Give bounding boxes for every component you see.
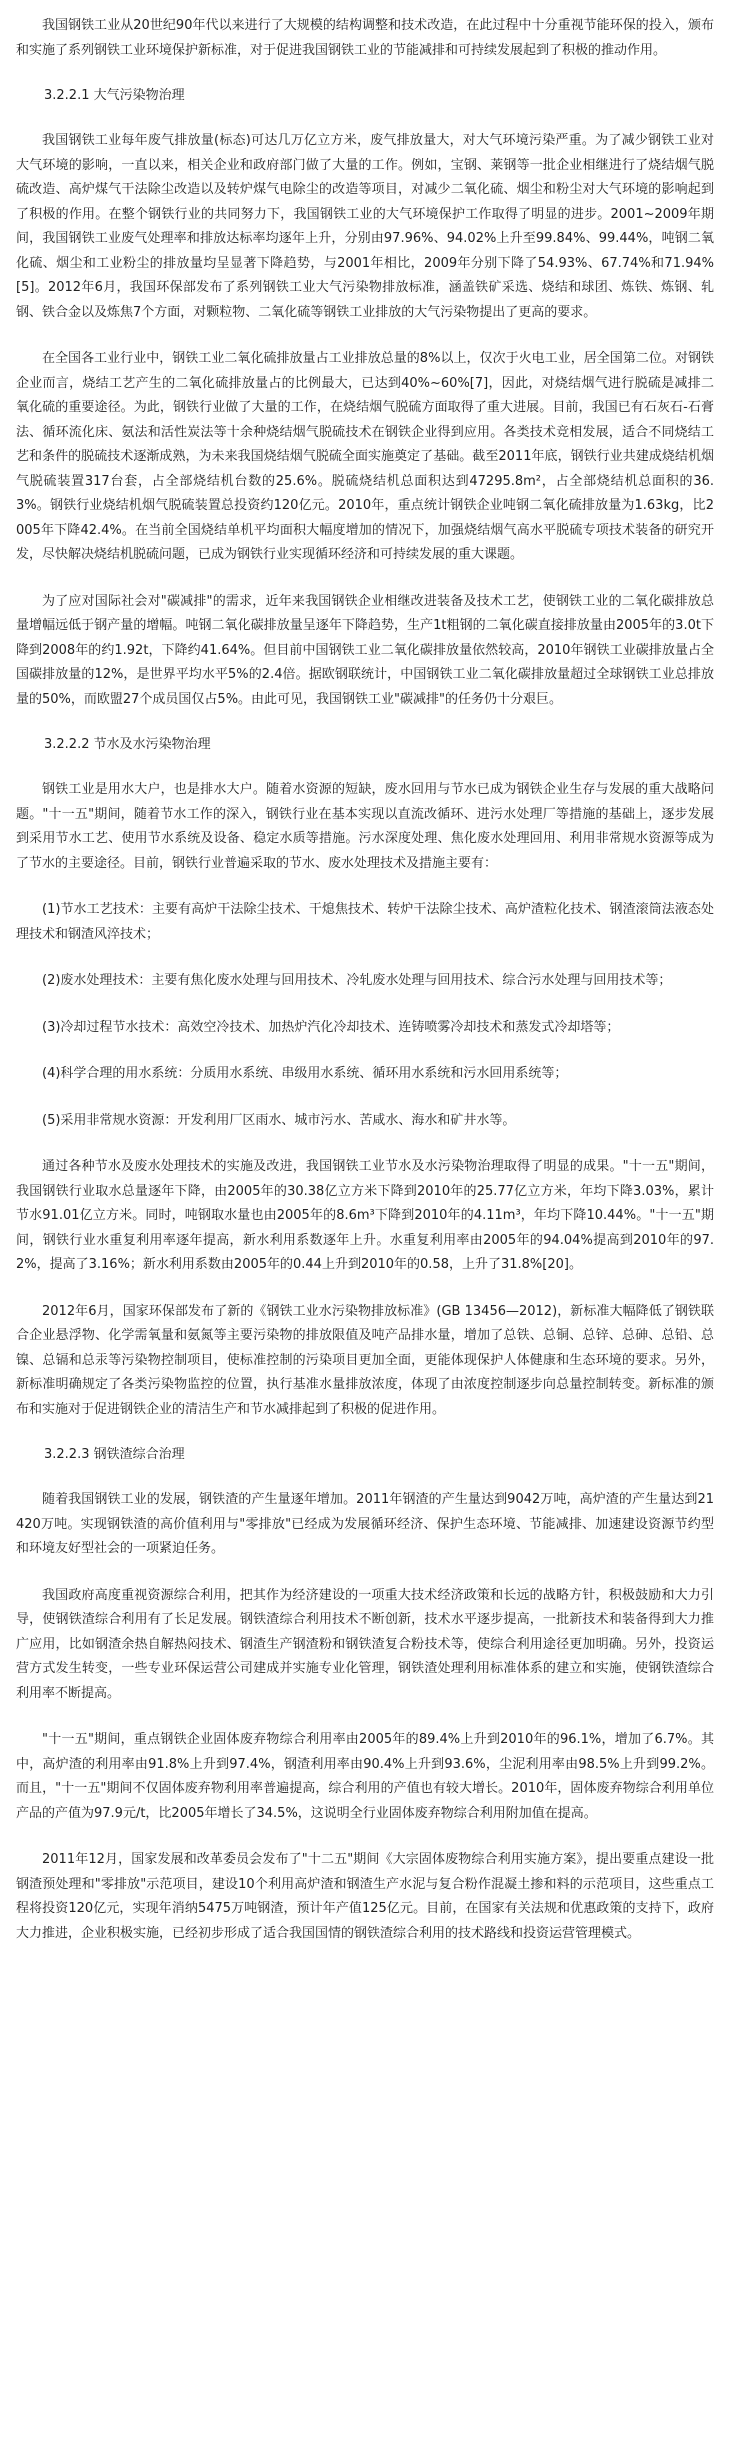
water-paragraph-2: 通过各种节水及废水处理技术的实施及改进，我国钢铁工业节水及水污染物治理取得了明显的成果。"十一五"期间，我国钢铁行业取水总量逐年下降，由2005年的30.38亿立方米下降到2010年的25.77亿立方米，年均下降3.03%，累计节水91.01亿立方米。同时，吨钢取水量也由2005年的8.6m³下降到2010年的4.11m³，年均下降10.44%。"十一五"期间，钢铁行业水重复利用率逐年提高，新水利用系数逐年上升。水重复利用率由2005年的94.04%提高到2010年的97.2%，提高了3.16%；新水利用系数由2005年的0.44上升到2010年的0.58，上升了31.8%[20]。 [16,1159,714,1272]
air-paragraph-2: 在全国各工业行业中，钢铁工业二氧化硫排放量占工业排放总量的8%以上，仅次于火电工业，居全国第二位。对钢铁企业而言，烧结工艺产生的二氧化硫排放量占的比例最大，已达到40%~60%[7]，因此，对烧结烟气进行脱硫是减排二氧化硫的重要途径。为此，钢铁行业做了大量的工作，在烧结烟气脱硫方面取得了重大进展。目前，我国已有石灰石-石膏法、循环流化床、氨法和活性炭法等十余种烧结烟气脱硫技术在钢铁企业得到应用。各类技术竞相发展，适合不同烧结工艺和条件的脱硫技术逐渐成熟，为未来我国烧结烟气脱硫全面实施奠定了基础。截至2011年底，钢铁行业共建成烧结机烟气脱硫装置317台套，占全部烧结机台数的25.6%。脱硫烧结机总面积达到47295.8m²，占全部烧结机总面积的36.3%。钢铁行业烧结机烟气脱硫装置总投资约120亿元。2010年，重点统计钢铁企业吨钢二氧化硫排放量为1.63kg，比2005年下降42.4%。在当前全国烧结单机平均面积大幅度增加的情况下，加强烧结烟气高水平脱硫专项技术装备的研究开发，尽快解决烧结机脱硫问题，已成为钢铁行业实现循环经济和可持续发展的重大课题。 [16,351,714,562]
section-heading-air: 3.2.2.1 大气污染物治理 [44,88,185,103]
intro-paragraph: 我国钢铁工业从20世纪90年代以来进行了大规模的结构调整和技术改造，在此过程中十分重视节能环保的投入，颁布和实施了系列钢铁工业环境保护新标准，对于促进我国钢铁工业的节能减排和可持续发展起到了积极的推动作用。 [16,18,714,58]
water-list-item-1: (1)节水工艺技术：主要有高炉干法除尘技术、干熄焦技术、转炉干法除尘技术、高炉渣粒化技术、钢渣滚筒法液态处理技术和钢渣风淬技术； [16,902,714,942]
section-heading-water: 3.2.2.2 节水及水污染物治理 [44,737,211,752]
water-paragraph-3: 2012年6月，国家环保部发布了新的《钢铁工业水污染物排放标准》(GB 13456—2012)，新标准大幅降低了钢铁联合企业悬浮物、化学需氧量和氨氮等主要污染物的排放限值及吨产品排水量，增加了总铁、总铜、总锌、总砷、总铅、总镍、总镉和总汞等污染物控制项目，使标准控制的污染项目更加全面，更能体现保护人体健康和生态环境的要求。另外，新标准明确规定了各类污染物监控的位置，执行基准水量排放浓度，体现了由浓度控制逐步向总量控制转变。新标准的颁布和实施对于促进钢铁企业的清洁生产和节水减排起到了积极的促进作用。 [16,1303,714,1417]
water-paragraph-1: 钢铁工业是用水大户，也是排水大户。随着水资源的短缺，废水回用与节水已成为钢铁企业生存与发展的重大战略问题。"十一五"期间，随着节水工作的深入，钢铁行业在基本实现以直流改循环、进污水处理厂等措施的基础上，逐步发展到采用节水工艺、使用节水系统及设备、稳定水质等措施。污水深度处理、焦化废水处理回用、利用非常规水资源等成为了节水的主要途径。目前，钢铁行业普遍采取的节水、废水处理技术及措施主要有： [16,782,714,871]
water-list-item-4: (4)科学合理的用水系统：分质用水系统、串级用水系统、循环用水系统和污水回用系统等； [42,1066,568,1081]
section-heading-slag: 3.2.2.3 钢铁渣综合治理 [44,1447,185,1462]
slag-paragraph-3: "十一五"期间，重点钢铁企业固体废弃物综合利用率由2005年的89.4%上升到2010年的96.1%，增加了6.7%。其中，高炉渣的利用率由91.8%上升到97.4%，钢渣利用率由90.4%上升到93.6%，尘泥利用率由98.5%上升到99.2%。而且，"十一五"期间不仅固体废弃物利用率普遍提高，综合利用的产值也有较大增长。2010年，固体废弃物综合利用单位产品的产值为97.9元/t，比2005年增长了34.5%，这说明全行业固体废弃物综合利用附加值在提高。 [16,1732,714,1821]
air-paragraph-3: 为了应对国际社会对"碳减排"的需求，近年来我国钢铁企业相继改进装备及技术工艺，使钢铁工业的二氧化碳排放总量增幅远低于钢产量的增幅。吨钢二氧化碳排放量呈逐年下降趋势，生产1t粗钢的二氧化碳直接排放量由2005年的3.0t下降到2008年的约1.92t，下降约41.64%。但目前中国钢铁工业二氧化碳排放量依然较高，2010年钢铁工业碳排放量占全国碳排放量的12%，是世界平均水平5%的2.4倍。据欧钢联统计，中国钢铁工业二氧化碳排放量超过全球钢铁工业总排放量的50%，而欧盟27个成员国仅占5%。由此可见，我国钢铁工业"碳减排"的任务仍十分艰巨。 [16,593,714,707]
water-list-item-5: (5)采用非常规水资源：开发利用厂区雨水、城市污水、苦咸水、海水和矿井水等。 [42,1112,516,1128]
water-list-item-2: (2)废水处理技术：主要有焦化废水处理与回用技术、冷轧废水处理与回用技术、综合污水处理与回用技术等； [42,973,672,988]
water-list-item-3: (3)冷却过程节水技术：高效空冷技术、加热炉汽化冷却技术、连铸喷雾冷却技术和蒸发式冷却塔等； [42,1019,620,1035]
slag-paragraph-2: 我国政府高度重视资源综合利用，把其作为经济建设的一项重大技术经济政策和长远的战略方针，积极鼓励和大力引导，使钢铁渣综合利用有了长足发展。钢铁渣综合利用技术不断创新，技术水平逐步提高，一批新技术和装备得到大力推广应用，比如钢渣余热自解热闷技术、钢渣生产钢渣粉和钢铁渣复合粉技术等，使综合利用途径更加明确。另外，投资运营方式发生转变，一些专业环保运营公司建成并实施专业化管理，钢铁渣处理利用标准体系的建立和实施，使钢铁渣综合利用率不断提高。 [16,1587,714,1701]
air-paragraph-1: 我国钢铁工业每年废气排放量(标态)可达几万亿立方米，废气排放量大，对大气环境污染严重。为了减少钢铁工业对大气环境的影响，一直以来，相关企业和政府部门做了大量的工作。例如，宝钢、莱钢等一批企业相继进行了烧结烟气脱硫改造、高炉煤气干法除尘改造以及转炉煤气电除尘的改造等项目，对减少二氧化硫、烟尘和粉尘对大气环境的影响起到了积极的作用。在整个钢铁行业的共同努力下，我国钢铁工业的大气环境保护工作取得了明显的进步。2001~2009年期间，我国钢铁工业废气处理率和排放达标率均逐年上升，分别由97.96%、94.02%上升至99.84%、99.44%，吨钢二氧化硫、烟尘和工业粉尘的排放量均呈显著下降趋势，与2001年相比，2009年分别下降了54.93%、67.74%和71.94%[5]。2012年6月，我国环保部发布了系列钢铁工业大气污染物排放标准，涵盖铁矿采选、烧结和球团、炼铁、炼钢、轧钢、铁合金以及炼焦7个方面，对颗粒物、二氧化硫等钢铁工业排放的大气污染物提出了更高的要求。 [16,133,714,320]
slag-paragraph-1: 随着我国钢铁工业的发展，钢铁渣的产生量逐年增加。2011年钢渣的产生量达到9042万吨，高炉渣的产生量达到21420万吨。实现钢铁渣的高价值利用与"零排放"已经成为发展循环经济、保护生态环境、节能减排、加速建设资源节约型和环境友好型社会的一项紧迫任务。 [16,1492,714,1556]
slag-paragraph-4: 2011年12月，国家发展和改革委员会发布了"十二五"期间《大宗固体废物综合利用实施方案》，提出要重点建设一批钢渣预处理和"零排放"示范项目，建设10个利用高炉渣和钢渣生产水泥与复合粉作混凝土掺和料的示范项目，这些重点工程将投资120亿元，实现年消纳5475万吨钢渣，预计年产值125亿元。目前，在国家有关法规和优惠政策的支持下，政府大力推进，企业积极实施，已经初步形成了适合我国国情的钢铁渣综合利用的技术路线和投资运营管理模式。 [16,1852,714,1941]
